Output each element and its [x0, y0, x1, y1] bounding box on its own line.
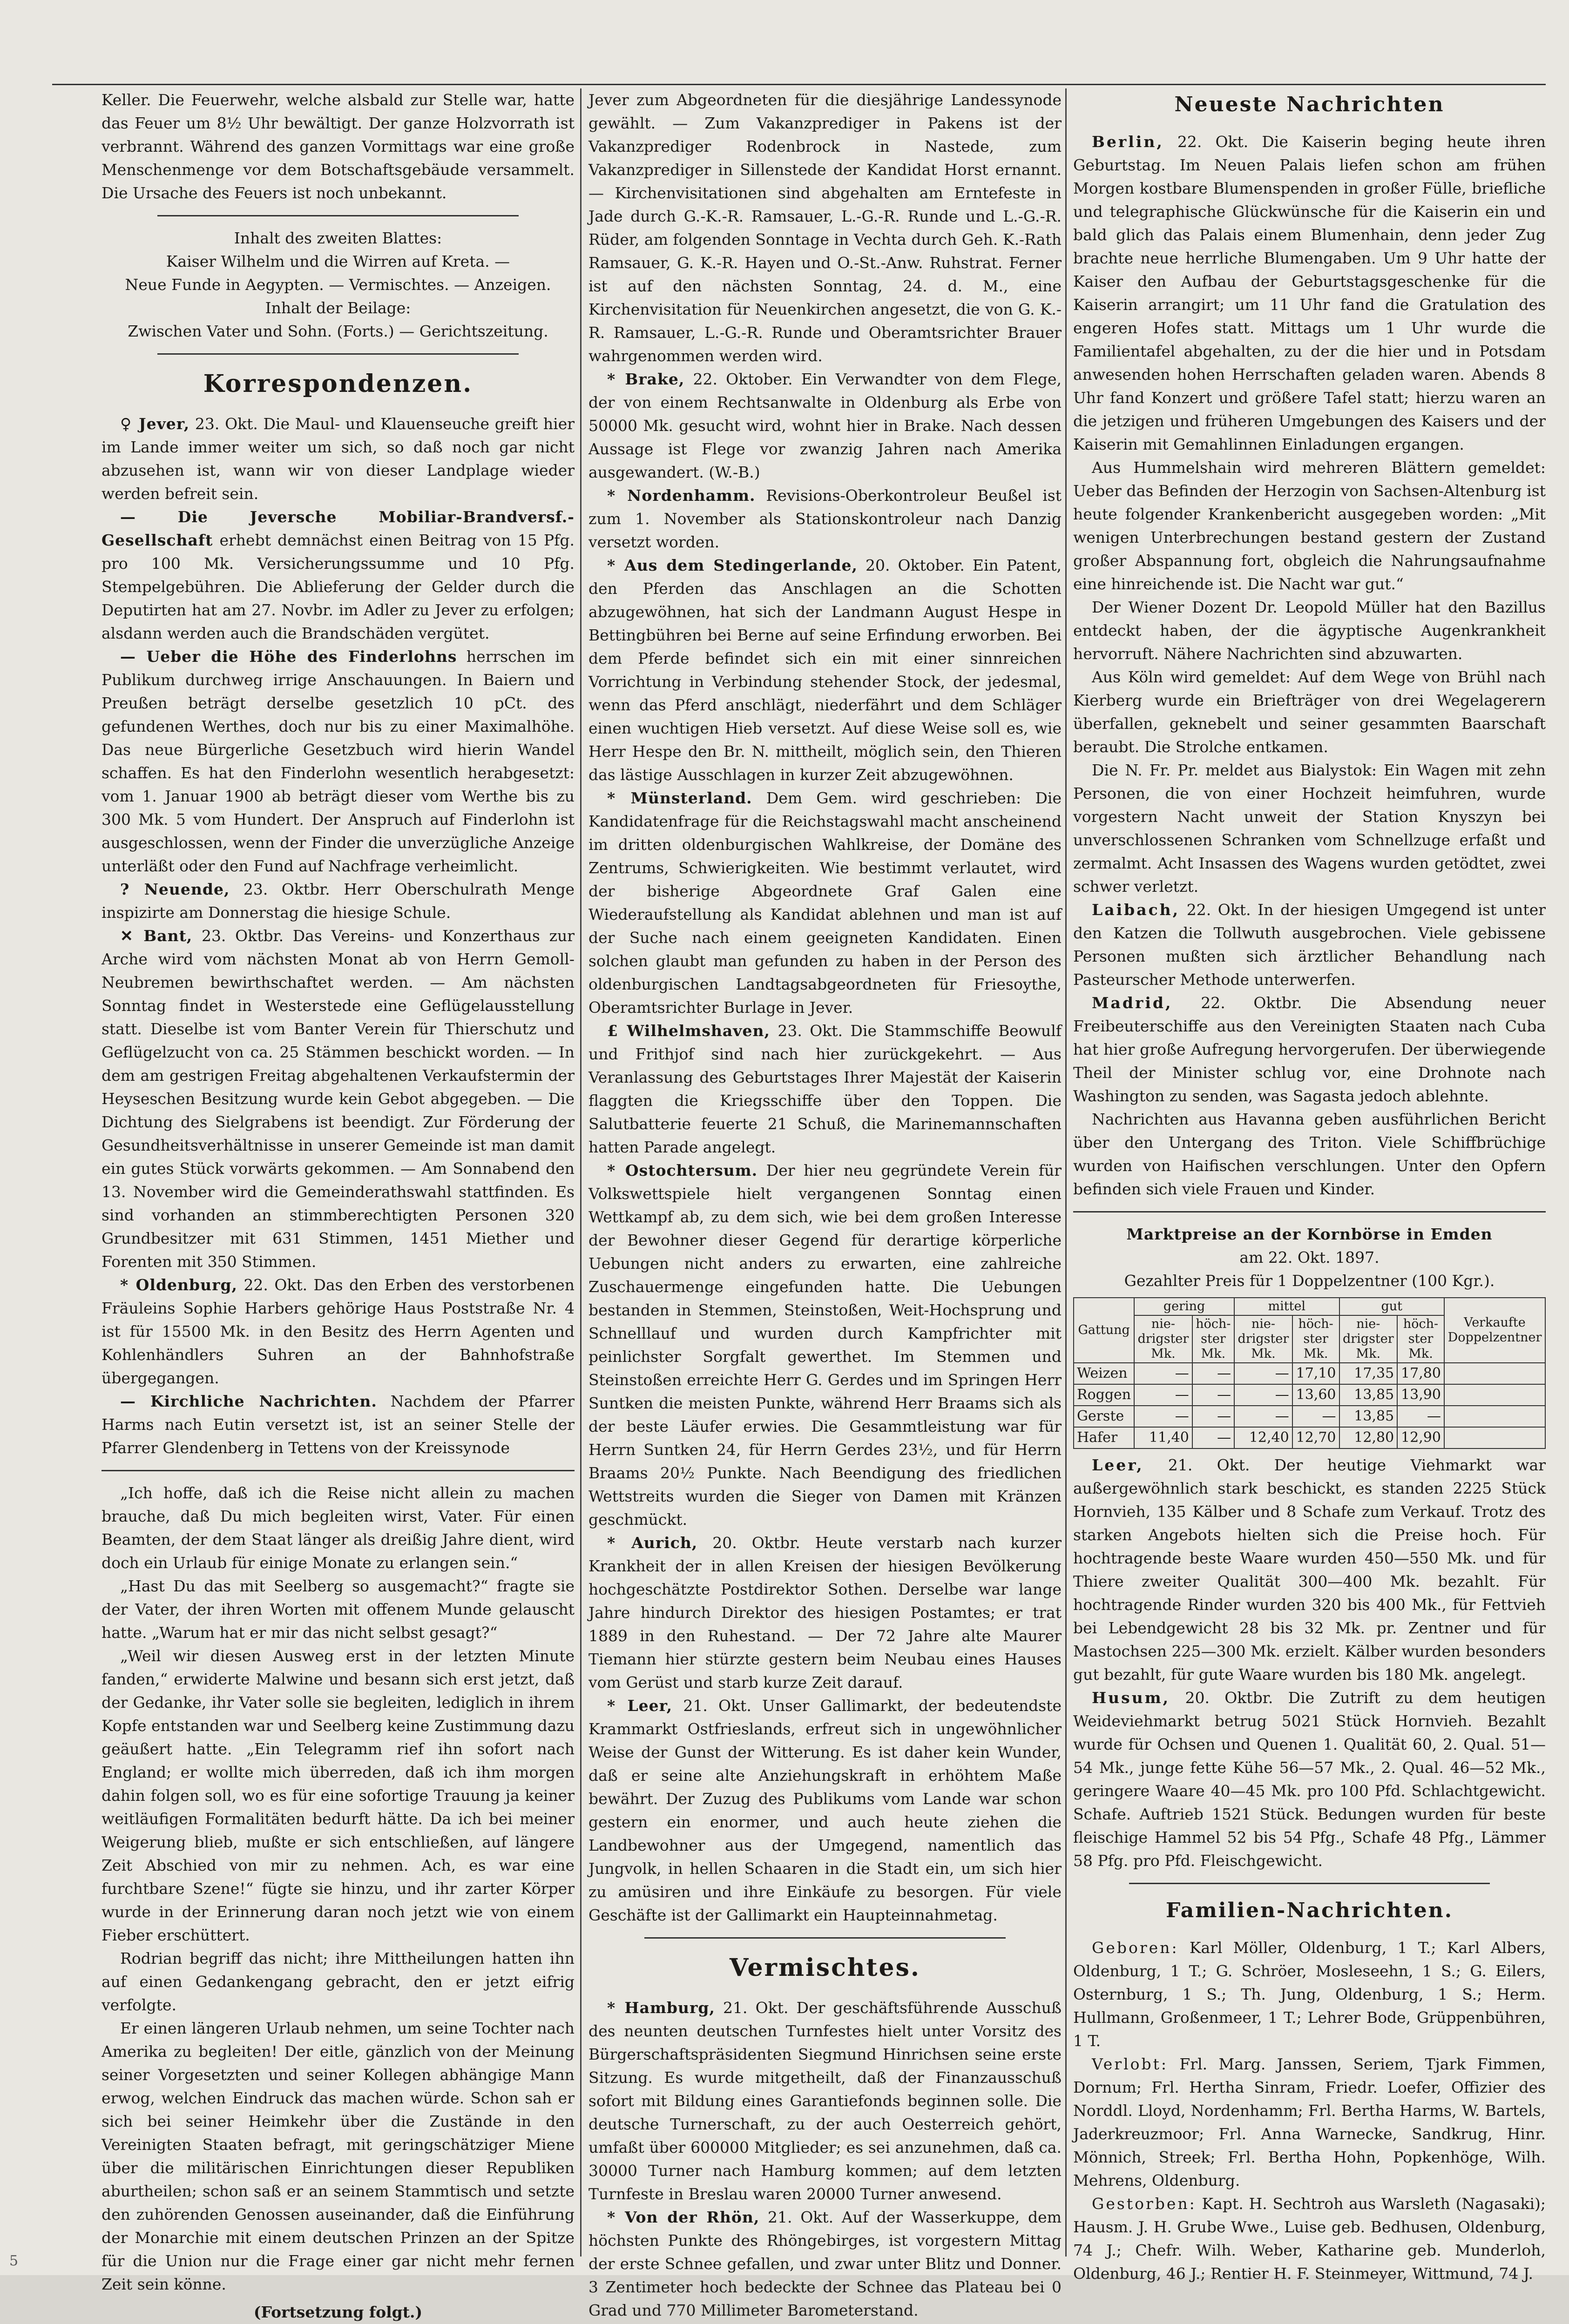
news-item — [1073, 898, 1546, 991]
news-continuation: Jever zum Abgeordneten für die diesjährige Landessynode gewählt. — Zum Vakanzprediger in Pakens ist der Vakanzprediger Rodenbrock in Nastede, zum Vakanzprediger in Sillenstede der Kandidat Horst ernannt. — Kirchenvisitationen sind abgehalten am Erntefeste in Jade durch G.-K.-R. Ramsauer, L.-G.-R. Runde und L.-G.-R. Rüder, am folgenden Sonntage in Vechta durch Geh. K.-Rath Ramsauer, G. K.-R. Hayen und O.-St.-Anw. Ruhstrat. Ferner ist auf den nächsten Sonntag, 24. d. M., eine Kirchenvisitation für Neuenkirchen angesetzt, die von G. K.-R. Ramsauer, L.-G.-R. Runde und Oberamtsrichter Brauer wahrgenommen werden wird. — [588, 91, 1062, 365]
place-name: Husum, — [1092, 1689, 1170, 1707]
separator — [101, 1470, 575, 1471]
table-cell: — — [1134, 1363, 1192, 1384]
contents-line: Neue Funde in Aegypten. — Vermischtes. — Anzeigen. — [125, 276, 551, 294]
table-cell: — — [1192, 1384, 1234, 1406]
story-paragraph: Er einen längeren Urlaub nehmen, um seine Tochter nach Amerika zu begleiten! Der eitle, gänzlich von der Meinung seiner Vorgesetzten und seiner Kollegen abhängige Mann erwog, welchen Eindruck das machen würde. Schon sah er sich bei seiner Heimkehr über die Zustände in den Vereinigten Staaten befragt, mit geringschätziger Miene über die militärischen Einrichtungen dieser Republiken aburtheilen; schon saß er an seinem Stammtisch und setzte den zuhörenden Genossen auseinander, daß die Einführung der Monarchie mit einem deutschen Prinzen an der Spitze für die Union nur die Frage einer gar nicht mehr fernen Zeit sein könne. — [101, 2019, 575, 2293]
news-text: 21. Okt. Unser Gallimarkt, der bedeutendste Krammarkt Ostfrieslands, erfreut sich in ungewöhnlicher Weise der Gunst der Witterung. Es ist daher kein Wunder, daß er seine alte Anziehungskraft in erhöhtem Maße bewährt. Der Zuzug des Publikums vom Lande war schon gestern ein enormer, und auch heute ziehen die Landbewohner aus der Umgegend, namentlich das Jungvolk, in hellen Schaaren in die Stadt ein, um sich hier zu amüsiren und ihre Einkäufe zu besorgen. Für viele Geschäfte ist der Gallimarkt ein Haupteinnahmetag. — [588, 1697, 1062, 1924]
price-table — [1073, 1297, 1546, 1449]
place-name: ? Neuende, — [120, 880, 230, 898]
place-name: * Münsterland. — [607, 789, 752, 807]
table-cell: — — [1292, 1406, 1339, 1427]
table-cell: — — [1134, 1406, 1192, 1427]
section-heading: Vermischtes. — [729, 1954, 921, 1982]
table-cell: Weizen — [1074, 1363, 1134, 1384]
section-heading: Familien-Nachrichten. — [1165, 1899, 1454, 1922]
news-item — [588, 368, 1062, 484]
separator — [1129, 1883, 1490, 1884]
table-cell: 11,40 — [1134, 1427, 1192, 1448]
table-header: nie-drigster Mk. — [1234, 1315, 1292, 1363]
table-cell: 13,60 — [1292, 1384, 1339, 1406]
table-cell: — — [1397, 1406, 1444, 1427]
news-item — [1073, 130, 1546, 456]
table-cell: Roggen — [1074, 1384, 1134, 1406]
table-cell: 13,85 — [1339, 1406, 1398, 1427]
news-item — [101, 645, 575, 878]
place-name: Leer, — [1092, 1456, 1144, 1474]
table-header: Gattung — [1074, 1298, 1134, 1363]
column-divider — [580, 88, 582, 2257]
place-name: * Brake, — [607, 370, 685, 388]
table-header: höch-ster Mk. — [1192, 1315, 1234, 1363]
market-date: am 22. Okt. 1897. — [1239, 1248, 1380, 1266]
market-subtitle: Gezahlter Preis für 1 Doppelzentner (100 Kgr.). — [1124, 1272, 1495, 1290]
news-text: 22. Okt. Das den Erben des verstorbenen Fräuleins Sophie Harbers gehörige Haus Poststraße Nr. 4 ist für 15500 Mk. in den Besitz des Herrn Agenten und Kohlenhändlers Suhren an der Bahnhofstraße übergegangen. — [101, 1276, 575, 1387]
place-name: * Aurich, — [607, 1534, 698, 1552]
news-item — [101, 1273, 575, 1390]
notice-text: Kapt. H. Sechtroh aus Warsleth (Nagasaki); Hausm. J. H. Grube Wwe., Luise geb. Bedhusen, Oldenburg, 74 J.; Chefr. Wilh. Weber, Katharine geb. Munderloh, Oldenburg, 46 J.; Rentier H. F. Steinmeyer, Wittmund, 74 J. — [1073, 2195, 1546, 2283]
news-text: Revisions-Oberkontroleur Beußel ist zum 1. November als Stationskontroleur nach Danzig versetzt worden. — [588, 486, 1062, 551]
news-text: 20. Oktbr. Heute verstarb nach kurzer Krankheit der in allen Kreisen der hiesigen Bevölkerung hochgeschätzte Postdirektor Sothen. Derselbe war lange Jahre hindurch Direktor des hiesigen Postamtes; er trat 1889 in den Ruhestand. — Der 72 Jahre alte Maurer Tiemann hier stürzte gestern beim Neubau eines Hauses vom Gerüst und starb kurze Zeit darauf. — [588, 1534, 1062, 1691]
news-text: 23. Okt. Die Maul- und Klauenseuche greift hier im Lande immer weiter um sich, so daß noch gar nicht abzusehen ist, wann wir von dieser Landplage wieder werden befreit sein. — [101, 415, 575, 503]
table-cell: — — [1134, 1384, 1192, 1406]
table-cell: Gerste — [1074, 1406, 1134, 1427]
news-text: erhebt demnächst einen Beitrag von 15 Pfg. pro 100 Mk. Versicherungssumme und 10 Pfg. Stempelgebühren. Die Ablieferung der Gelder durch die Deputirten hat am 27. Novbr. im Adler zu Jever zu erfolgen; alsdann werden auch die Brandschäden vergütet. — [101, 531, 575, 642]
table-row — [1074, 1384, 1545, 1406]
table-header: mittel — [1234, 1298, 1339, 1315]
news-item: Der Wiener Dozent Dr. Leopold Müller hat den Bazillus entdeckt haben, der die ägyptische Augenkrankheit hervorruft. Nähere Nachrichten sind abzuwarten. — [1073, 598, 1546, 663]
table-row — [1074, 1363, 1545, 1384]
table-header: nie-drigster Mk. — [1339, 1315, 1398, 1363]
table-cell: 17,80 — [1397, 1363, 1444, 1384]
place-name: — Die Jeversche Mobiliar-Brandversf.-Gesellschaft — [101, 508, 575, 549]
table-cell: — — [1192, 1427, 1234, 1448]
place-name: * Hamburg, — [607, 1999, 715, 2017]
notice-text: Karl Möller, Oldenburg, 1 T.; Karl Albers, Oldenburg, 1 T.; G. Schröer, Mosleseehn, 1 S.; G. Eilers, Osternburg, 1 S.; Th. Jung, Oldenburg, 1 S.; Herm. Hullmann, Großenmeer, 1 T.; Lehrer Bode, Grüppenbühren, 1 T. — [1073, 1939, 1546, 2050]
news-item — [588, 1531, 1062, 1694]
column-2 — [588, 88, 1062, 2319]
article-fire-end: Keller. Die Feuerwehr, welche alsbald zur Stelle war, hatte das Feuer um 8½ Uhr bewältigt. Der ganze Holzvorrath ist verbrannt. Während des ganzen Vormittags war eine große Menschenmenge vor dem Botschaftsgebäude versammelt. Die Ursache des Feuers ist noch unbekannt. — [101, 91, 575, 202]
continuation-note: (Fortsetzung folgt.) — [253, 2303, 423, 2321]
table-cell — [1444, 1384, 1545, 1406]
news-item — [588, 1019, 1062, 1159]
news-item — [588, 1694, 1062, 1927]
table-cell: 12,40 — [1234, 1427, 1292, 1448]
news-item — [1073, 991, 1546, 1108]
table-row — [1074, 1406, 1545, 1427]
place-name: * Ostochtersum. — [607, 1161, 758, 1179]
contents-title: Inhalt des zweiten Blattes: — [234, 229, 442, 247]
separator — [157, 353, 519, 355]
place-name: * Nordenhamm. — [607, 486, 756, 505]
news-text: 21. Okt. Auf der Wasserkuppe, dem höchsten Punkte des Rhöngebirges, ist vorgestern Mittag der erste Schnee gefallen, und zwar unter Blitz und Donner. 3 Zentimeter hoch bedeckte der Schnee das Plateau bei 0 Grad und 770 Millimeter Barometerstand. — [588, 2208, 1062, 2319]
table-row — [1074, 1427, 1545, 1448]
news-text: 23. Okt. Die Stammschiffe Beowulf und Frithjof sind nach hier zurückgekehrt. — Aus Veranlassung des Geburtstages Ihrer Majestät der Kaiserin flaggten die Kriegsschiffe über den Toppen. Die Salutbatterie feuerte 21 Schuß, die Marinemannschaften hatten Parade angelegt. — [588, 1022, 1062, 1156]
market-title: Marktpreise an der Kornbörse in Emden — [1126, 1225, 1493, 1243]
news-item — [588, 787, 1062, 1019]
news-item — [101, 505, 575, 645]
news-item: Die N. Fr. Pr. meldet aus Bialystok: Ein Wagen mit zehn Personen, die von einer Hochzeit heimfuhren, wurde vorgestern Nacht unweit der Station Knyszyn bei unverschlossenen Schranken vom Schnellzuge erfaßt und zermalmt. Acht Insassen des Wagens wurden getödtet, zwei schwer verletzt. — [1073, 761, 1546, 896]
news-item — [588, 1159, 1062, 1531]
table-header: gering — [1134, 1298, 1234, 1315]
place-name: * Leer, — [607, 1697, 673, 1715]
place-name: ✕ Bant, — [120, 927, 193, 945]
news-text: 21. Okt. Der geschäftsführende Ausschuß des neunten deutschen Turnfestes hielt unter Vorsitz des Bürgerschaftspräsidenten Siegmund Hinrichsen seine erste Sitzung. Es wurde mitgetheilt, daß der Finanzausschuß sofort mit Bildung eines Garantiefonds beginnen solle. Die deutsche Turnerschaft, zu der auch Oesterreich gehört, umfaßt über 600000 Mitglieder; es sei anzunehmen, daß ca. 30000 Turner nach Hamburg kommen; auf dem letzten Turnfeste in Breslau waren 20000 Turner anwesend. — [588, 1999, 1062, 2203]
margin-mark: 5 — [9, 2253, 19, 2269]
news-item — [1073, 1686, 1546, 1873]
family-notice — [1073, 1936, 1546, 2053]
supplement-line: Zwischen Vater und Sohn. (Forts.) — Gerichtszeitung. — [128, 322, 548, 340]
table-cell: — — [1192, 1406, 1234, 1427]
contents-box — [101, 227, 575, 343]
family-notice — [1073, 2192, 1546, 2285]
table-cell: 12,80 — [1339, 1427, 1398, 1448]
table-header: nie-drigster Mk. — [1134, 1315, 1192, 1363]
table-cell: — — [1192, 1363, 1234, 1384]
table-cell: — — [1234, 1384, 1292, 1406]
news-text: 22. Okt. In der hiesigen Umgegend ist unter den Katzen die Tollwuth ausgebrochen. Viele gebissene Personen mußten sich ärztlicher Behandlung nach Pasteurscher Methode unterwerfen. — [1073, 901, 1546, 989]
story-paragraph: „Hast Du das mit Seelberg so ausgemacht?“ fragte sie der Vater, der ihren Worten mit offenem Munde gelauscht hatte. „Warum hat er mir das nicht selbst gesagt?“ — [101, 1577, 575, 1642]
table-header: höch-ster Mk. — [1397, 1315, 1444, 1363]
place-name: * Oldenburg, — [120, 1276, 238, 1294]
news-text: Dem Gem. wird geschrieben: Die Kandidatenfrage für die Reichstagswahl macht anscheinend im dritten oldenburgischen Wahlkreise, der Domäne des Zentrums, Schwierigkeiten. Wie bestimmt verlautet, wird der bisherige Abgeordnete Graf Galen eine Wiederaufstellung als Kandidat ablehnen und man ist auf der Suche nach einem geeigneten Kandidaten. Einen solchen glaubt man gefunden zu haben in der Person des oldenburgischen Landtagsabgeordneten für Friesoythe, Oberamtsrichter Burlage in Jever. — [588, 789, 1062, 1017]
story-paragraph: „Ich hoffe, daß ich die Reise nicht allein zu machen brauche, daß Du mich begleiten wirst, Vater. Für einen Beamten, der dem Staat länger als dreißig Jahre dient, wird doch ein Urlaub für einige Monate zu erlangen sein.“ — [101, 1484, 575, 1572]
news-item: Aus Hummelshain wird mehreren Blättern gemeldet: Ueber das Befinden der Herzogin von Sachsen-Altenburg ist heute folgender Krankenbericht ausgegeben worden: „Mit wenigen Unterbrechungen bestand gestern der Zustand großer Abspannung fort, obgleich die Nahrungsaufnahme eine hinreichende ist. Die Nacht war gut.“ — [1073, 458, 1546, 593]
notice-label: Gestorben: — [1092, 2195, 1197, 2213]
table-header: höch-ster Mk. — [1292, 1315, 1339, 1363]
separator — [157, 215, 519, 216]
news-text: herrschen im Publikum durchweg irrige Anschauungen. In Baiern und Preußen beträgt derselbe gesetzlich 10 pCt. des gefundenen Werthes, doch nur bis zu einer Maximalhöhe. Das neue Bürgerliche Gesetzbuch wird hierin Wandel schaffen. Es hat den Finderlohn wesentlich herabgesetzt: vom 1. Januar 1900 ab beträgt dieser vom Werthe bis zu 300 Mk. 5 vom Hundert. Der Anspruch auf Finderlohn ist ausgeschlossen, wenn der Finder die unverzügliche Anzeige unterläßt oder den Fund auf Nachfrage verheimlicht. — [101, 647, 575, 875]
notice-label: Verlobt: — [1092, 2055, 1169, 2073]
table-cell — [1444, 1406, 1545, 1427]
news-item — [1073, 1454, 1546, 1686]
table-cell: 17,35 — [1339, 1363, 1398, 1384]
news-item — [101, 878, 575, 924]
place-name: ♀ Jever, — [120, 415, 190, 433]
separator — [644, 1937, 1006, 1939]
table-cell: 17,10 — [1292, 1363, 1339, 1384]
news-item — [101, 924, 575, 1273]
news-item: Aus Köln wird gemeldet: Auf dem Wege von Brühl nach Kierberg wurde ein Briefträger von drei Wegelagerern überfallen, geknebelt und seiner gesammten Baarschaft beraubt. Die Strolche entkamen. — [1073, 668, 1546, 756]
place-name: £ Wilhelmshaven, — [607, 1022, 770, 1040]
news-item — [588, 484, 1062, 554]
news-item — [588, 554, 1062, 787]
place-name: — Ueber die Höhe des Finderlohns — [120, 647, 457, 666]
news-text: Nachdem der Pfarrer Harms nach Eutin versetzt ist, ist an seiner Stelle der Pfarrer Glendenberg in Tettens von der Kreissynode — [101, 1392, 575, 1457]
table-cell: 12,70 — [1292, 1427, 1339, 1448]
table-cell: 13,90 — [1397, 1384, 1444, 1406]
story-paragraph: „Weil wir diesen Ausweg erst in der letzten Minute fanden,“ erwiderte Malwine und besann sich erst jetzt, daß der Gedanke, ihr Vater solle sie begleiten, lediglich in ihrem Kopfe entstanden war und Seelberg keine Zustimmung dazu geäußert hatte. „Ein Telegramm rief ihn sofort nach England; er wollte mich überreden, daß ich ihm morgen dahin folgen soll, wo es für eine sofortige Trauung ja keiner weitläufigen Formalitäten bedurft hätte. Da ich bei meiner Weigerung blieb, mußte er sich entschließen, auf längere Zeit Abschied von mir zu nehmen. Ach, es war eine furchtbare Szene!“ fügte sie hinzu, und ihr zarter Körper wurde in der Erinnerung daran noch jetzt wie von einem Fieber erschüttert. — [101, 1647, 575, 1944]
section-heading: Korrespondenzen. — [203, 370, 473, 398]
table-cell: Hafer — [1074, 1427, 1134, 1448]
notice-text: Frl. Marg. Janssen, Seriem, Tjark Fimmen, Dornum; Frl. Hertha Sinram, Friedr. Loefer, Offizier des Norddl. Lloyd, Nordenhamm; Frl. Bertha Harms, W. Bartels, Jaderkreuzmoor; Frl. Anna Warnecke, Sandkrug, Hinr. Mönnich, Streek; Frl. Bertha Hohn, Popkenhöge, Wilh. Mehrens, Oldenburg. — [1073, 2055, 1546, 2189]
news-item — [588, 1996, 1062, 2206]
table-header: gut — [1339, 1298, 1444, 1315]
table-header-row — [1074, 1298, 1545, 1315]
news-text: Der hier neu gegründete Verein für Volkswettspiele hielt vergangenen Sonntag einen Wettkampf ab, zu dem sich, wie bei dem großen Interesse der Bewohner dieser Gegend für derartige körperliche Uebungen nicht anders zu erwarten, eine zahlreiche Zuschauermenge eingefunden hatte. Die Uebungen bestanden in Stemmen, Steinstoßen, Weit-Hochsprung und Schnelllauf und wurden durch Kampfrichter mit peinlichster Sorgfalt gewerthet. Im Stemmen und Steinstoßen erreichte Herr G. Gerdes und im Springen Herr Suntken die meisten Punkte, während Herr Braams sich als der beste Läufer erwies. Die Gesammtleistung war für Herrn Suntken 24, für Herrn Gerdes 23½, und für Herrn Braams 20½ Punkte. Nach Beendigung des friedlichen Wettstreits wurden die Sieger von Damen mit Kränzen geschmückt. — [588, 1161, 1062, 1529]
column-divider — [1065, 88, 1067, 2257]
news-text: 21. Okt. Der heutige Viehmarkt war außergewöhnlich stark beschickt, es standen 2225 Stück Hornvieh, 135 Kälber und 8 Schafe zum Verkauf. Trotz des starken Angebots hielten sich die Preise hoch. Für hochtragende beste Waare wurden 450—550 Mk. und für Thiere zweiter Qualität 300—400 Mk. bezahlt. Für hochtragende Rinder wurden 320 bis 400 Mk., für Fettvieh bei Lebendgewicht 28 bis 32 Mk. pr. Zentner und für Mastochsen 225—300 Mk. erzielt. Kälber wurden besonders gut bezahlt, für gute Waare wurden bis 180 Mk. angelegt. — [1073, 1456, 1546, 1684]
news-text: 23. Oktbr. Das Vereins- und Konzerthaus zur Arche wird vom nächsten Monat ab von Herrn Gemoll-Neubremen bewirthschaftet werden. — Am nächsten Sonntag findet in Westerstede eine Geflügelausstellung statt. Dieselbe ist vom Banter Verein für Thierschutz und Geflügelzucht von ca. 25 Stämmen beschickt worden. — In dem am gestrigen Freitag abgehaltenen Verkaufstermin der Heyseschen Besitzung wurde kein Gebot abgegeben. — Die Dichtung des Sielgrabens ist beendigt. Zur Förderung der Gesundheitsverhältnisse in unserer Gemeinde ist man damit ein gutes Stück vorwärts gekommen. — Am Sonnabend den 13. November wird die Gemeinderathswahl stattfinden. Es sind vorhanden an stimmberechtigten Personen 320 Grundbesitzer mit 631 Stimmen, 1451 Miether und Forenten mit 350 Stimmen. — [101, 927, 575, 1271]
news-text: 22. Oktober. Ein Verwandter von dem Flege, der von einem Rechtsanwalte in Oldenburg als Erbe von 50000 Mk. gesucht wird, wohnt hier in Brake. Nach dessen Aussage ist Flege vor zwanzig Jahren nach Amerika ausgewandert. (W.-B.) — [588, 370, 1062, 481]
table-cell — [1444, 1427, 1545, 1448]
place-name: Madrid, — [1092, 994, 1173, 1012]
news-text: 22. Oktbr. Die Absendung neuer Freibeuterschiffe aus den Vereinigten Staaten nach Cuba hat hier große Aufregung hervorgerufen. Der überwiegende Theil der Minister schlug vor, eine Drohnote nach Washington zu senden, was Sagasta jedoch ablehnte. — [1073, 994, 1546, 1105]
table-header: Verkaufte Doppelzentner — [1444, 1298, 1545, 1363]
place-name: — Kirchliche Nachrichten. — [120, 1392, 377, 1410]
table-cell: — — [1234, 1363, 1292, 1384]
column-1 — [101, 88, 575, 2321]
column-3 — [1073, 88, 1546, 2283]
story-paragraph: Rodrian begriff das nicht; ihre Mittheilungen hatten ihn auf einen Gedankengang gebracht, den er jetzt eifrig verfolgte. — [101, 1949, 575, 2014]
news-item — [588, 2206, 1062, 2322]
separator — [1073, 1211, 1546, 1213]
notice-label: Geboren: — [1092, 1939, 1179, 1957]
contents-line: Kaiser Wilhelm und die Wirren auf Kreta. — — [166, 252, 510, 270]
place-name: Laibach, — [1092, 901, 1180, 919]
news-text: 20. Oktbr. Die Zutrift zu dem heutigen Weideviehmarkt betrug 5021 Stück Hornvieh. Bezahlt wurde für Ochsen und Quenen 1. Qualität 60, 2. Qual. 51—54 Mk., junge fette Kühe 56—57 Mk., 2. Qual. 46—52 Mk., geringere Waare 40—45 Mk. pro 100 Pfd. Schlachtgewicht. Schafe. Auftrieb 1521 Stück. Bedungen wurden für beste fleischige Hammel 52 bis 54 Pfg., Schafe 48 Pfg., Lämmer 58 Pfg. pro Pfd. Fleischgewicht. — [1073, 1689, 1546, 1870]
table-cell: 13,85 — [1339, 1384, 1398, 1406]
place-name: Berlin, — [1092, 133, 1164, 151]
place-name: * Von der Rhön, — [607, 2208, 760, 2226]
family-notice — [1073, 2053, 1546, 2192]
section-heading: Neueste Nachrichten — [1174, 93, 1445, 116]
news-text: 20. Oktober. Ein Patent, den Pferden das Anschlagen an die Schotten abzugewöhnen, hat sich der Landmann August Hespe in Bettingbühren bei Berne auf seine Erfindung erworben. Bei dem Pferde befindet sich ein mit einer sinnreichen Vorrichtung in Verbindung stehender Stock, der jedesmal, wenn das Pferd anschlägt, niederfährt und dem Schläger einen wuchtigen Hieb versetzt. Auf diese Weise soll es, wie Herr Hespe den Br. N. mittheilt, möglich sein, den Thieren das lästige Ausschlagen in kurzer Zeit abzugewöhnen. — [588, 556, 1062, 784]
place-name: * Aus dem Stedingerlande, — [607, 556, 858, 574]
table-cell — [1444, 1363, 1545, 1384]
table-cell: 12,90 — [1397, 1427, 1444, 1448]
news-item: Nachrichten aus Havanna geben ausführlichen Bericht über den Untergang des Triton. Viele Schiffbrüchige wurden von Haifischen verschlungen. Unter den Opfern befinden sich viele Frauen und Kinder. — [1073, 1110, 1546, 1198]
news-text: 22. Okt. Die Kaiserin beging heute ihren Geburtstag. Im Neuen Palais liefen schon am frühen Morgen kostbare Blumenspenden in großer Fülle, briefliche und telegraphische Glückwünsche für die Kaiserin ein und bald glich das Palais einem Blumenhain, denn jeder Zug brachte neue herrliche Blumengaben. Um 9 Uhr hatte der Kaiser den Aufbau der Geburtstagsgeschenke für die Kaiserin arrangirt; um 11 Uhr fand die Gratulation des engeren Hofes statt. Mittags um 1 Uhr wurde die Familientafel abgehalten, zu der die hier und in Potsdam anwesenden hohen Herrschaften geladen waren. Abends 8 Uhr fand Konzert und größere Tafel statt; hierzu waren an die jetzigen und früheren Umgebungen des Kaisers und der Kaiserin mit Gemahlinnen Einladungen ergangen. — [1073, 133, 1546, 453]
news-text: 23. Oktbr. Herr Oberschulrath Menge inspizirte am Donnerstag die hiesige Schule. — [101, 880, 575, 922]
news-item — [101, 412, 575, 505]
supplement-title: Inhalt der Beilage: — [265, 299, 411, 317]
news-item — [101, 1390, 575, 1460]
table-cell: — — [1234, 1406, 1292, 1427]
top-rule — [52, 84, 1546, 85]
